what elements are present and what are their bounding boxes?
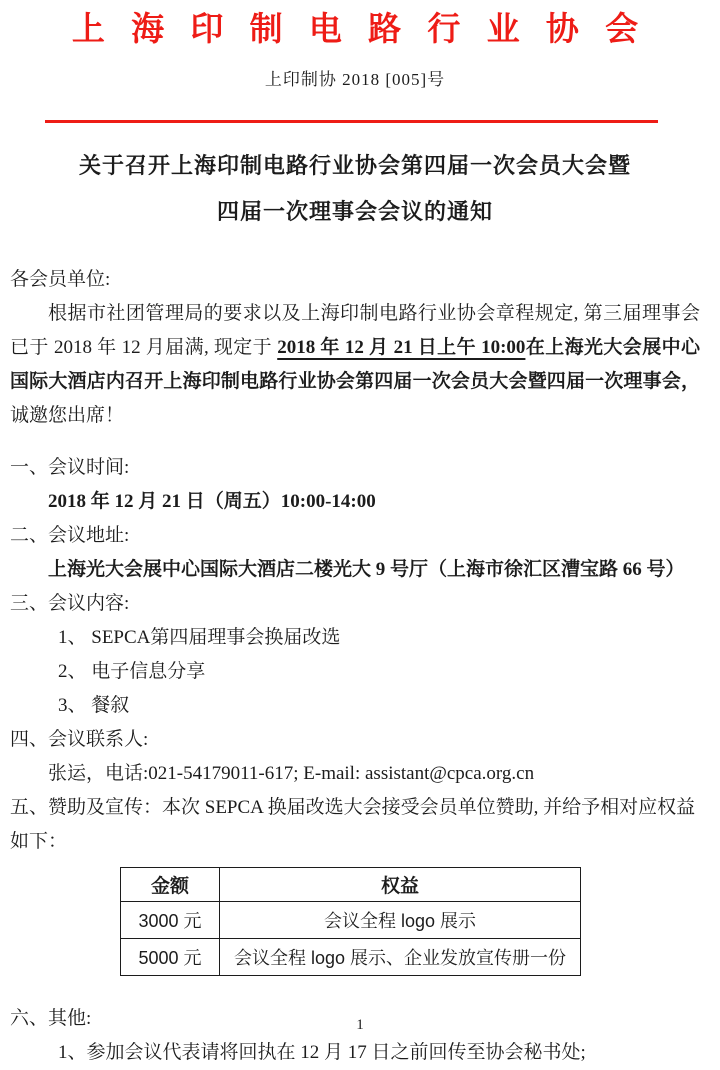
notice-title-line2: 四届一次理事会会议的通知 (216, 199, 493, 224)
page-number: 1 (356, 1017, 364, 1033)
section-heading-meeting-time: 一、会议时间: (10, 457, 130, 478)
benefit-column-header: 权益 (220, 868, 581, 902)
meeting-datetime-highlight: 2018 年 12 月 21 日上午 10:00 (277, 337, 526, 358)
agenda-item: 1、 SEPCA第四届理事会换届改选 (58, 627, 341, 648)
document-reference-number: 上印制协 2018 [005]号 (264, 70, 446, 89)
section-heading-meeting-agenda: 三、会议内容: (10, 593, 130, 614)
section-heading-meeting-contact: 四、会议联系人: (10, 729, 149, 750)
section-meeting-agenda (10, 587, 700, 723)
sponsorship-benefits-table (120, 867, 581, 976)
section-heading-sponsorship: 五、赞助及宣传：本次 SEPCA 换届改选大会接受会员单位赞助, 并给予相对应权益如下： (10, 797, 696, 852)
sponsor-benefit-cell: 会议全程 logo 展示、企业发放宣传册一份 (220, 939, 581, 976)
table-row (121, 902, 581, 939)
table-row (121, 939, 581, 976)
section-heading-meeting-address: 二、会议地址: (10, 525, 130, 546)
association-letterhead-title: 上 海 印 制 电 路 行 业 协 会 (71, 12, 648, 48)
letterhead-divider-line (45, 120, 658, 123)
table-header-row (121, 868, 581, 902)
meeting-address-value: 上海光大会展中心国际大酒店二楼光大 9 号厅（上海市徐汇区漕宝路 66 号） (48, 559, 685, 580)
intro-paragraph (10, 297, 700, 433)
section-meeting-contact (10, 723, 700, 791)
sponsor-amount-cell: 3000 元 (121, 902, 220, 939)
amount-column-header: 金额 (121, 868, 220, 902)
section-meeting-address (10, 519, 700, 587)
section-sponsorship (10, 791, 700, 976)
others-item: 1、参加会议代表请将回执在 12 月 17 日之前回传至协会秘书处; (58, 1042, 586, 1063)
meeting-time-value: 2018 年 12 月 21 日（周五）10:00-14:00 (48, 491, 376, 512)
section-heading-others: 六、其他: (10, 1008, 92, 1029)
section-others (10, 1002, 700, 1070)
salutation: 各会员单位: (10, 269, 111, 290)
agenda-item: 2、 电子信息分享 (58, 661, 206, 682)
sponsor-benefit-cell: 会议全程 logo 展示 (220, 902, 581, 939)
section-meeting-time (10, 451, 700, 519)
sponsor-amount-cell: 5000 元 (121, 939, 220, 976)
notice-sections (10, 451, 700, 1070)
contact-info-value: 张运，电话:021-54179011-617; E-mail: assistant@cpca.org.cn (48, 763, 535, 784)
agenda-item: 3、 餐叙 (58, 695, 130, 716)
intro-closing-text: 诚邀您出席！ (10, 405, 125, 426)
intro-lead-text: 根据市社团管理局的要求以及上海印制电路行业协会章程规定, 第三届理事会已于 2018 年 12 月届满, 现定于 (10, 303, 700, 358)
notice-title-line1: 关于召开上海印制电路行业协会第四届一次会员大会暨 (78, 153, 631, 178)
intro-bold-text: 在上海光大会展中心国际大酒店内召开上海印制电路行业协会第四届一次会员大会暨四届一次理事会， (10, 337, 700, 392)
